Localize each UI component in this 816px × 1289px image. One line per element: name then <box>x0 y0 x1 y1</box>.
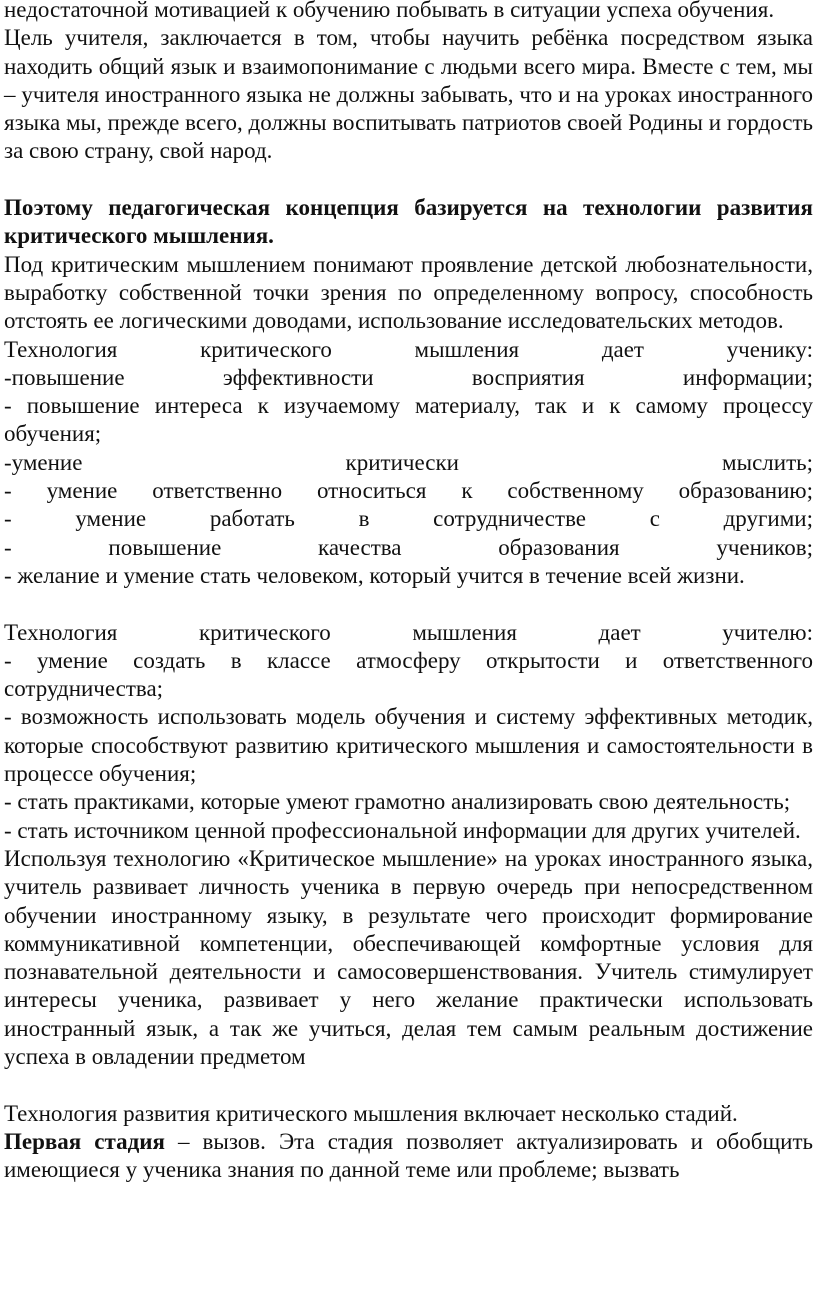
paragraph-using-technology: Используя технологию «Критическое мышление» на уроках иностранного языка, учитель развивает личность ученика в первую очередь при непосредственном обучении иностранному языку, в результате чего происходит формирование коммуникативной компетенции, обеспечивающей комфортные условия для познавательной деятельности и самосовершенствования. Учитель стимулирует интересы ученика, развивает у него желание практически использовать иностранный язык, а так же учиться, делая тем самым реальным достижение успеха в овладении предметом <box>4 845 813 1069</box>
student-benefit-item: - умение ответственно относиться к собственному образованию; <box>4 478 813 504</box>
teacher-benefit-item: - возможность использовать модель обучения и систему эффективных методик, которые способствуют развитию критического мышления и самостоятельности в процессе обучения; <box>4 704 813 787</box>
student-benefit-item: -умение критически мыслить; <box>4 449 813 475</box>
student-benefit-item: - умение работать в сотрудничестве с другими; <box>4 506 813 532</box>
blank-line <box>4 590 813 618</box>
paragraph-intro-end: недостаточной мотивацией к обучению побывать в ситуации успеха обучения. <box>4 0 775 22</box>
teacher-benefit-item: - стать практиками, которые умеют грамотно анализировать свою деятельность; <box>4 789 791 815</box>
blank-line <box>4 1071 813 1099</box>
teacher-benefits-intro: Технология критического мышления дает учителю: <box>4 619 813 645</box>
paragraph-teacher-goal: Цель учителя, заключается в том, чтобы научить ребёнка посредством языка находить общий язык и взаимопонимание с людьми всего мира. Вместе с тем, мы – учителя иностранного языка не должны забывать, что и на уроках иностранного языка мы, прежде всего, должны воспитывать патриотов своей Родины и гордость за свою страну, свой народ. <box>4 25 813 164</box>
teacher-benefit-item: - стать источником ценной профессиональной информации для других учителей. <box>4 817 801 843</box>
paragraph-first-stage <box>4 1128 813 1185</box>
student-benefit-item: - желание и умение стать человеком, который учится в течение всей жизни. <box>4 562 745 588</box>
student-benefit-item: - повышение качества образования учеников; <box>4 534 813 560</box>
paragraph-stages-intro: Технология развития критического мышления включает несколько стадий. <box>4 1100 738 1126</box>
first-stage-text: – вызов. Эта стадия позволяет актуализировать и обобщить имеющиеся у ученика знания по данной теме или проблеме; вызвать <box>4 1128 813 1183</box>
heading-pedagogical-concept: Поэтому педагогическая концепция базируется на технологии развития критического мышления. <box>4 195 813 249</box>
paragraph-critical-thinking-definition: Под критическим мышлением понимают проявление детской любознательности, выработку собственной точки зрения по определенному вопросу, способность отстоять ее логическими доводами, использование исследовательских методов. <box>4 251 813 334</box>
teacher-benefit-item: - умение создать в классе атмосферу открытости и ответственного сотрудничества; <box>4 647 813 702</box>
student-benefit-item: - повышение интереса к изучаемому материалу, так и к самому процессу обучения; <box>4 393 813 447</box>
student-benefit-item: -повышение эффективности восприятия информации; <box>4 364 813 390</box>
blank-line <box>4 166 813 194</box>
first-stage-label: Первая стадия <box>4 1128 165 1154</box>
student-benefits-intro: Технология критического мышления дает ученику: <box>4 336 813 362</box>
